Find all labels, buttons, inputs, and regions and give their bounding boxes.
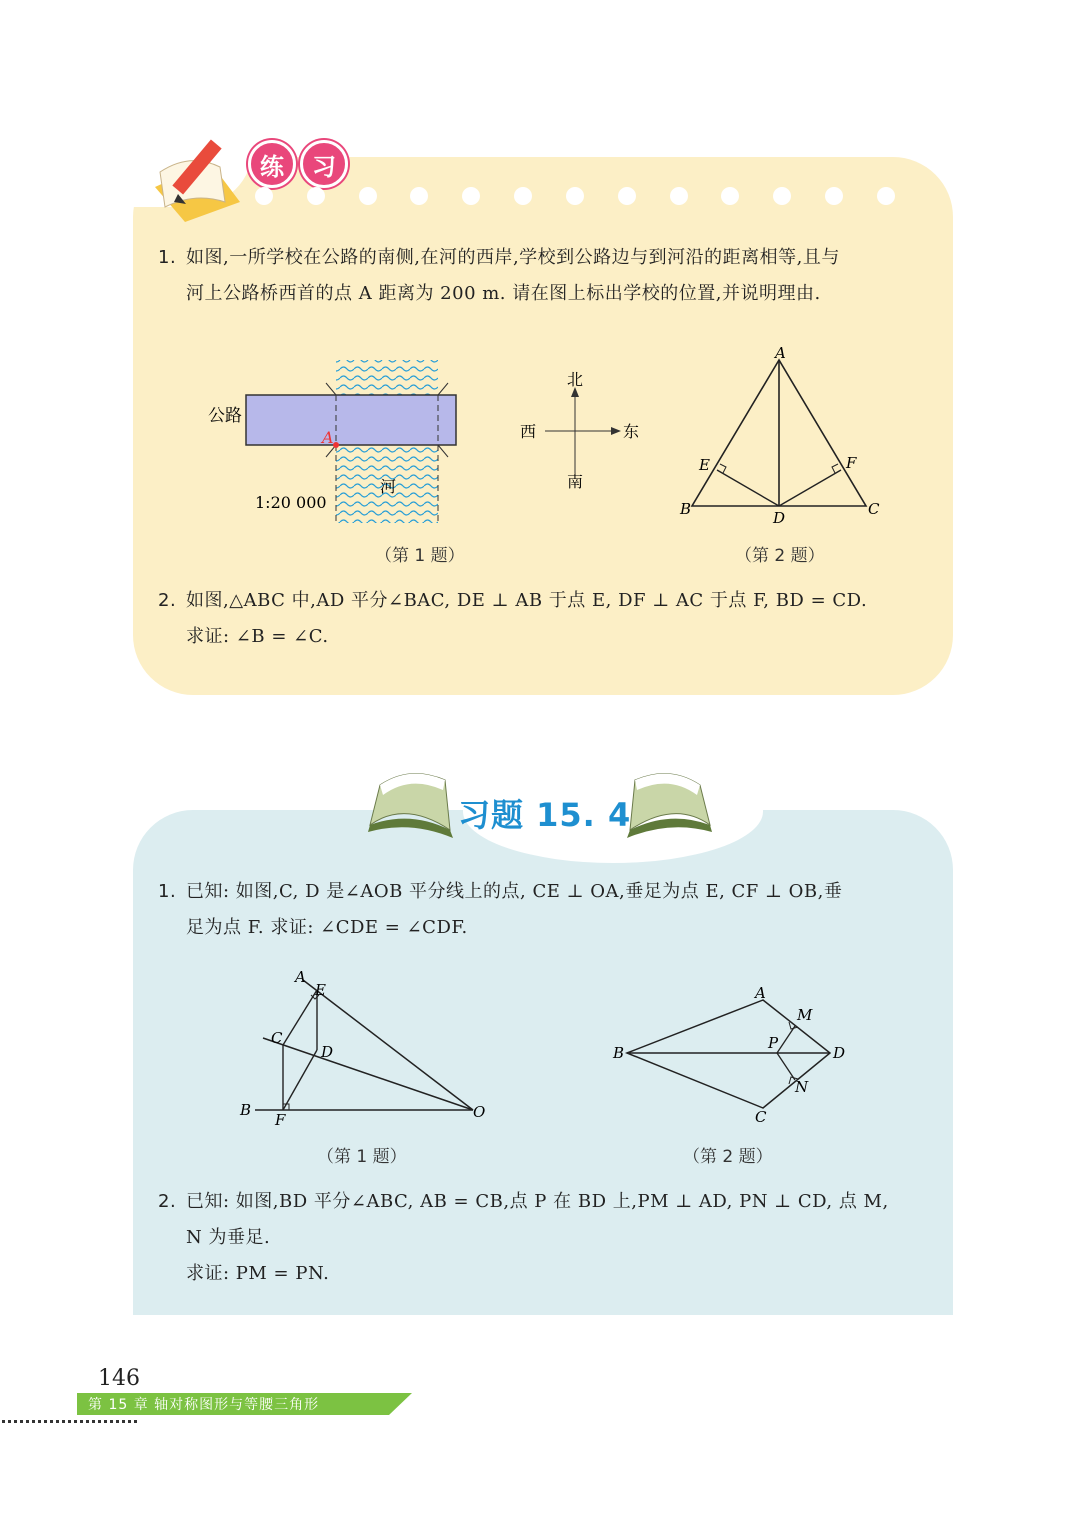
compass-north: 北 <box>567 370 584 389</box>
label-b: B <box>613 1044 625 1062</box>
question-text: 如图,一所学校在公路的南侧,在河的西岸,学校到公路边与到河沿的距离相等,且与 <box>186 247 840 268</box>
road-river-figure <box>200 355 470 530</box>
point-a-label: A <box>322 428 334 447</box>
label-e: E <box>315 981 326 999</box>
angle-bisector-figure <box>235 965 495 1130</box>
label-n: N <box>795 1078 809 1096</box>
figure-caption: （第 2 题） <box>735 546 825 566</box>
label-a: A <box>755 984 766 1002</box>
compass-east: 东 <box>623 422 640 441</box>
question-number: 2. <box>158 1191 177 1212</box>
label-o: O <box>473 1103 486 1121</box>
label-f: F <box>846 454 857 472</box>
label-a: A <box>295 968 306 986</box>
compass-figure <box>515 365 645 490</box>
road-label: 公路 <box>208 406 242 426</box>
compass-west: 西 <box>520 422 537 441</box>
label-m: M <box>797 1006 813 1024</box>
chapter-title: 第 15 章 轴对称图形与等腰三角形 <box>88 1397 320 1413</box>
page-number: 146 <box>98 1366 140 1391</box>
open-book-icon <box>365 760 460 840</box>
figure-caption: （第 1 题） <box>317 1147 407 1167</box>
road <box>246 395 456 445</box>
question-text: 河上公路桥西首的点 A 距离为 200 m. 请在图上标出学校的位置,并说明理由. <box>186 283 821 304</box>
label-f: F <box>275 1111 286 1129</box>
label-e: E <box>699 456 710 474</box>
label-p: P <box>768 1034 779 1052</box>
question-number: 1. <box>158 247 177 268</box>
question-text: 如图,△ABC 中,AD 平分∠BAC, DE ⊥ AB 于点 E, DF ⊥ AC 于点 F, BD = CD. <box>186 590 868 611</box>
practice-question-1 <box>158 240 938 312</box>
exercise-question-1 <box>158 874 938 946</box>
practice-title-char: 练 <box>248 140 296 188</box>
label-c: C <box>271 1029 283 1047</box>
compass-south: 南 <box>567 472 584 490</box>
figure-caption: （第 2 题） <box>683 1147 773 1167</box>
question-number: 2. <box>158 590 177 611</box>
open-book-icon <box>620 760 715 840</box>
triangle-abc-figure <box>675 340 895 530</box>
river-label: 河 <box>380 477 397 496</box>
question-text: N 为垂足. <box>186 1227 271 1248</box>
label-c: C <box>868 500 880 518</box>
question-text: 求证: ∠B = ∠C. <box>186 626 329 647</box>
label-b: B <box>240 1101 252 1119</box>
figure-caption: （第 1 题） <box>375 546 465 566</box>
practice-question-2 <box>158 583 938 655</box>
scale-label: 1:20 000 <box>255 493 327 512</box>
label-a: A <box>775 344 786 362</box>
label-d: D <box>833 1044 846 1062</box>
pencil-scroll-icon <box>150 132 250 222</box>
label-c: C <box>755 1108 767 1126</box>
question-text: 已知: 如图,C, D 是∠AOB 平分线上的点, CE ⊥ OA,垂足为点 E, CF ⊥ OB,垂 <box>186 881 843 902</box>
practice-title <box>248 140 348 188</box>
label-d: D <box>773 509 786 527</box>
question-number: 1. <box>158 881 177 902</box>
exercise-question-2 <box>158 1184 938 1292</box>
decorative-dots <box>255 187 895 207</box>
kite-figure <box>605 980 860 1130</box>
label-d: D <box>321 1043 334 1061</box>
practice-title-char: 习 <box>300 140 348 188</box>
question-text: 足为点 F. 求证: ∠CDE = ∠CDF. <box>186 917 468 938</box>
question-text: 已知: 如图,BD 平分∠ABC, AB = CB,点 P 在 BD 上,PM ⊥ AD, PN ⊥ CD, 点 M, <box>186 1191 889 1212</box>
dotted-divider <box>2 1420 137 1423</box>
question-text: 求证: PM = PN. <box>186 1263 330 1284</box>
label-b: B <box>680 500 692 518</box>
exercise-title: 习题 15. 4 <box>458 796 632 834</box>
